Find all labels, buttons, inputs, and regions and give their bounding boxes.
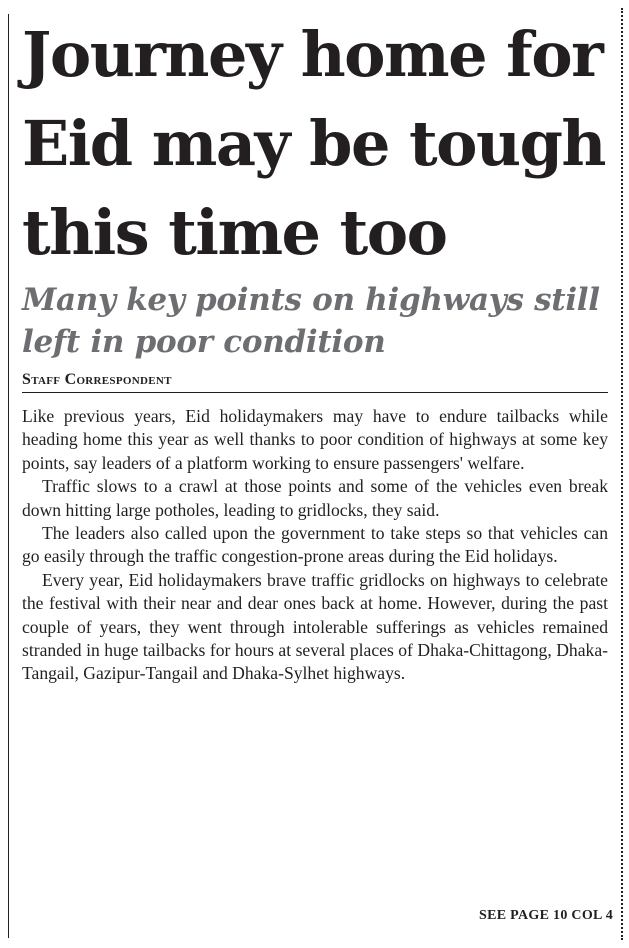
paragraph: The leaders also called upon the government to take steps so that vehicles can go easily through the traffic congestion-prone areas during the Eid holidays. [22, 523, 608, 567]
headline: Journey home for Eid may be tough this time too [22, 18, 606, 269]
column-rule-right-dotted [621, 8, 623, 940]
column-rule-left [8, 14, 9, 938]
byline: Staff Correspondent [22, 371, 608, 393]
subheadline: Many key points on highways still left in poor condition [22, 282, 600, 360]
article-body [22, 405, 608, 686]
paragraph: Like previous years, Eid holidaymakers may have to endure tailbacks while heading home this year as well thanks to poor condition of highways at some key points, say leaders of a platform working to ensure passengers' welfare. [22, 406, 608, 473]
paragraph: Every year, Eid holidaymakers brave traffic gridlocks on highways to celebrate the festival with their near and dear ones back at home. However, during the past couple of years, they went through intolerable sufferings as vehicles remained stranded in huge tailbacks for hours at several places of Dhaka-Chittagong, Dhaka-Tangail, Gazipur-Tangail and Dhaka-Sylhet highways. [22, 569, 608, 684]
news-article [22, 10, 610, 686]
paragraph: Traffic slows to a crawl at those points and some of the vehicles even break down hitting large potholes, leading to gridlocks, they said. [22, 476, 608, 520]
continuation-note: SEE PAGE 10 COL 4 [479, 908, 613, 923]
